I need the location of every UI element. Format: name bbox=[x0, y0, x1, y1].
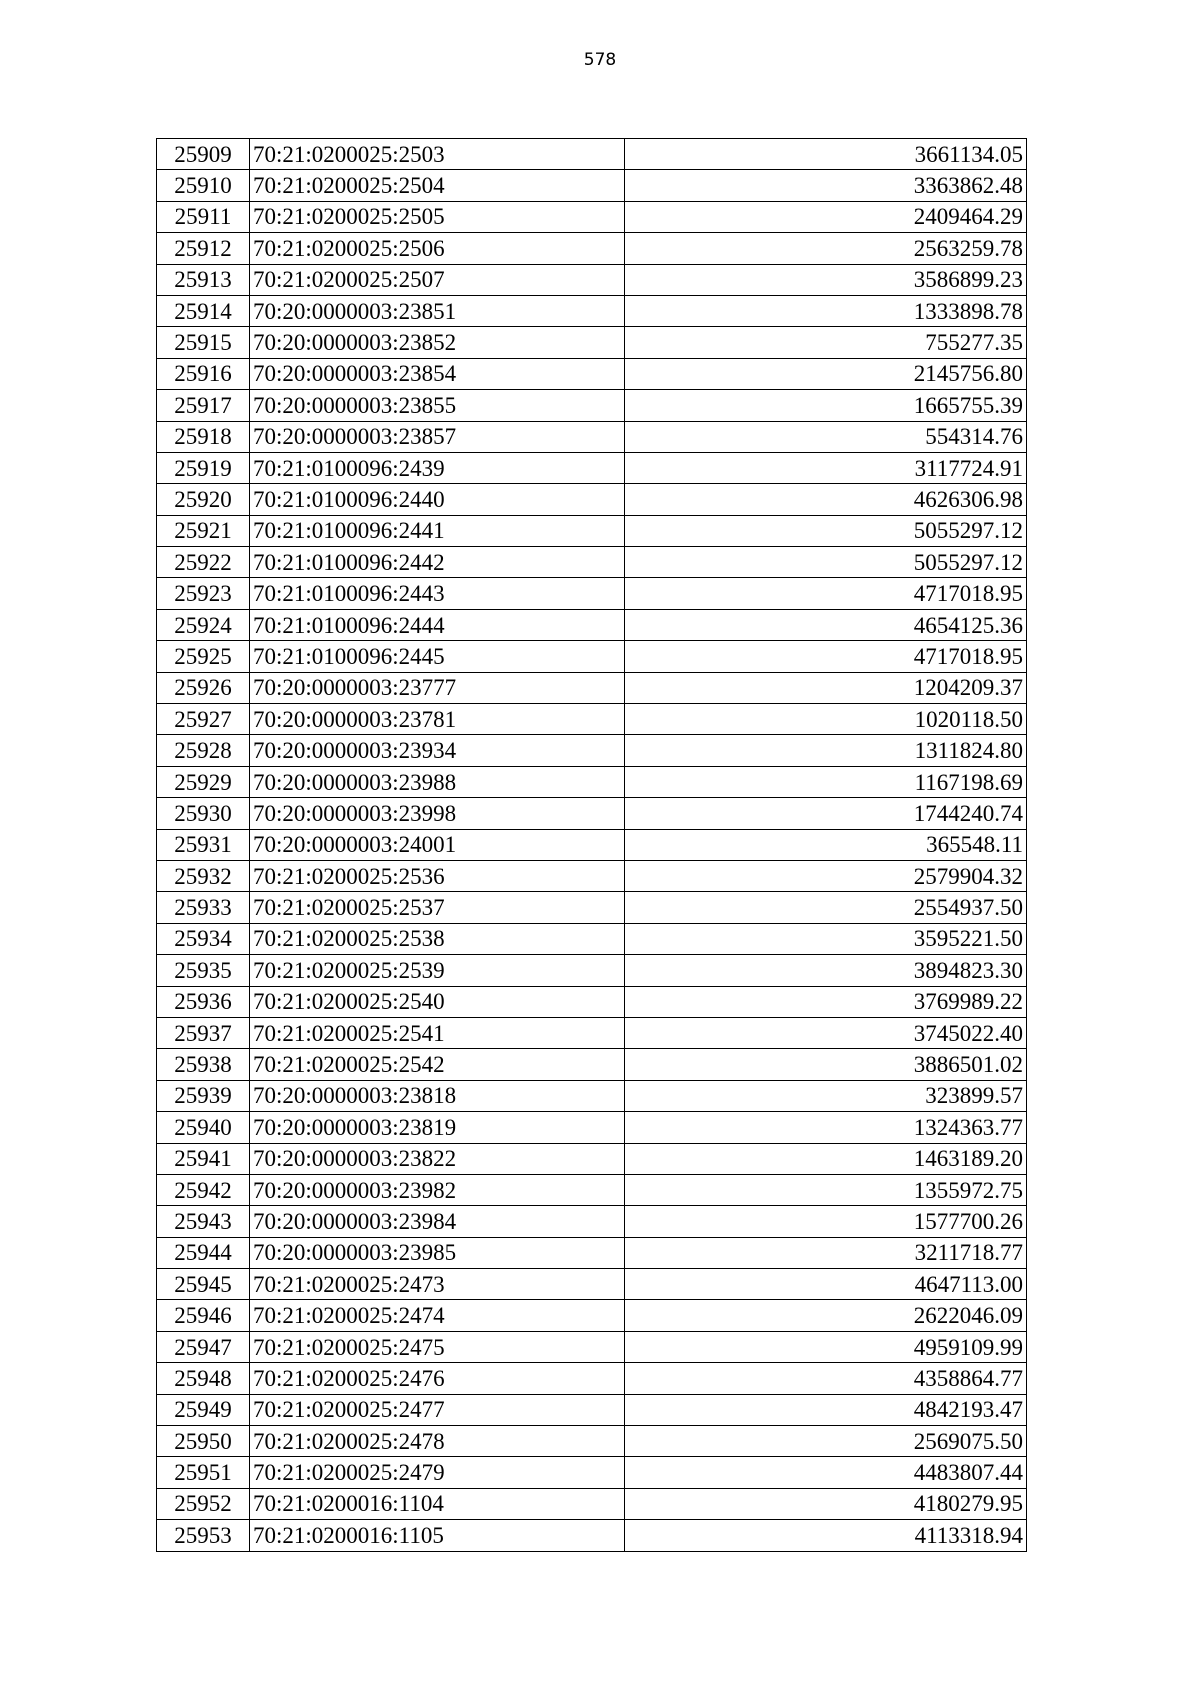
cadastral-number-cell: 70:21:0200025:2477 bbox=[250, 1394, 625, 1425]
row-number-cell: 25927 bbox=[157, 704, 250, 735]
cadastral-number-cell: 70:20:0000003:23854 bbox=[250, 358, 625, 389]
table-row bbox=[157, 578, 1027, 609]
row-number-cell: 25922 bbox=[157, 547, 250, 578]
cadastral-value-cell: 1333898.78 bbox=[625, 295, 1027, 326]
row-number-cell: 25949 bbox=[157, 1394, 250, 1425]
row-number-cell: 25946 bbox=[157, 1300, 250, 1331]
row-number-cell: 25914 bbox=[157, 295, 250, 326]
cadastral-number-cell: 70:21:0100096:2440 bbox=[250, 484, 625, 515]
cadastral-value-cell: 1311824.80 bbox=[625, 735, 1027, 766]
cadastral-value-cell: 3886501.02 bbox=[625, 1049, 1027, 1080]
cadastral-number-cell: 70:20:0000003:23857 bbox=[250, 421, 625, 452]
cadastral-value-cell: 3586899.23 bbox=[625, 264, 1027, 295]
cadastral-value-cell: 3769989.22 bbox=[625, 986, 1027, 1017]
table-row bbox=[157, 1237, 1027, 1268]
cadastral-value-cell: 4180279.95 bbox=[625, 1488, 1027, 1519]
cadastral-value-cell: 2554937.50 bbox=[625, 892, 1027, 923]
cadastral-value-cell: 4717018.95 bbox=[625, 578, 1027, 609]
cadastral-value-cell: 2409464.29 bbox=[625, 201, 1027, 232]
cadastral-number-cell: 70:21:0200025:2476 bbox=[250, 1363, 625, 1394]
cadastral-number-cell: 70:20:0000003:24001 bbox=[250, 829, 625, 860]
table-row bbox=[157, 1300, 1027, 1331]
cadastral-number-cell: 70:21:0100096:2441 bbox=[250, 515, 625, 546]
table-row bbox=[157, 515, 1027, 546]
row-number-cell: 25910 bbox=[157, 170, 250, 201]
row-number-cell: 25911 bbox=[157, 201, 250, 232]
table-row bbox=[157, 1457, 1027, 1488]
cadastral-value-cell: 5055297.12 bbox=[625, 515, 1027, 546]
table-row bbox=[157, 923, 1027, 954]
table-row bbox=[157, 233, 1027, 264]
cadastral-value-cell: 4842193.47 bbox=[625, 1394, 1027, 1425]
cadastral-value-cell: 3745022.40 bbox=[625, 1017, 1027, 1048]
cadastral-value-cell: 3894823.30 bbox=[625, 955, 1027, 986]
row-number-cell: 25950 bbox=[157, 1426, 250, 1457]
cadastral-number-cell: 70:21:0200025:2536 bbox=[250, 860, 625, 891]
cadastral-number-cell: 70:21:0200025:2479 bbox=[250, 1457, 625, 1488]
cadastral-number-cell: 70:20:0000003:23934 bbox=[250, 735, 625, 766]
cadastral-number-cell: 70:21:0200025:2507 bbox=[250, 264, 625, 295]
row-number-cell: 25947 bbox=[157, 1331, 250, 1362]
cadastral-value-cell: 5055297.12 bbox=[625, 547, 1027, 578]
cadastral-value-cell: 3661134.05 bbox=[625, 139, 1027, 170]
cadastral-value-cell: 3211718.77 bbox=[625, 1237, 1027, 1268]
cadastral-value-cell: 4647113.00 bbox=[625, 1269, 1027, 1300]
table-row bbox=[157, 955, 1027, 986]
cadastral-value-cell: 4358864.77 bbox=[625, 1363, 1027, 1394]
cadastral-number-cell: 70:21:0200025:2475 bbox=[250, 1331, 625, 1362]
row-number-cell: 25938 bbox=[157, 1049, 250, 1080]
table-row bbox=[157, 892, 1027, 923]
table-row bbox=[157, 421, 1027, 452]
table-row bbox=[157, 139, 1027, 170]
cadastral-value-cell: 1577700.26 bbox=[625, 1206, 1027, 1237]
cadastral-number-cell: 70:21:0200025:2537 bbox=[250, 892, 625, 923]
row-number-cell: 25923 bbox=[157, 578, 250, 609]
row-number-cell: 25953 bbox=[157, 1520, 250, 1551]
table-row bbox=[157, 829, 1027, 860]
row-number-cell: 25926 bbox=[157, 672, 250, 703]
row-number-cell: 25913 bbox=[157, 264, 250, 295]
table-row bbox=[157, 609, 1027, 640]
cadastral-value-cell: 3595221.50 bbox=[625, 923, 1027, 954]
cadastral-value-cell: 4717018.95 bbox=[625, 641, 1027, 672]
row-number-cell: 25933 bbox=[157, 892, 250, 923]
table-row bbox=[157, 1112, 1027, 1143]
table-row bbox=[157, 735, 1027, 766]
table-row bbox=[157, 484, 1027, 515]
row-number-cell: 25942 bbox=[157, 1174, 250, 1205]
cadastral-value-cell: 1204209.37 bbox=[625, 672, 1027, 703]
cadastral-value-cell: 1665755.39 bbox=[625, 390, 1027, 421]
cadastral-number-cell: 70:21:0100096:2445 bbox=[250, 641, 625, 672]
row-number-cell: 25945 bbox=[157, 1269, 250, 1300]
row-number-cell: 25944 bbox=[157, 1237, 250, 1268]
table-row bbox=[157, 860, 1027, 891]
cadastral-value-cell: 1020118.50 bbox=[625, 704, 1027, 735]
cadastral-number-cell: 70:21:0200025:2503 bbox=[250, 139, 625, 170]
table-row bbox=[157, 704, 1027, 735]
row-number-cell: 25920 bbox=[157, 484, 250, 515]
cadastral-number-cell: 70:20:0000003:23822 bbox=[250, 1143, 625, 1174]
table-row bbox=[157, 327, 1027, 358]
row-number-cell: 25935 bbox=[157, 955, 250, 986]
table-row bbox=[157, 264, 1027, 295]
row-number-cell: 25932 bbox=[157, 860, 250, 891]
cadastral-value-cell: 323899.57 bbox=[625, 1080, 1027, 1111]
cadastral-number-cell: 70:21:0200025:2539 bbox=[250, 955, 625, 986]
cadastral-number-cell: 70:20:0000003:23819 bbox=[250, 1112, 625, 1143]
cadastral-value-cell: 4654125.36 bbox=[625, 609, 1027, 640]
row-number-cell: 25921 bbox=[157, 515, 250, 546]
page-number: 578 bbox=[583, 50, 617, 70]
row-number-cell: 25943 bbox=[157, 1206, 250, 1237]
cadastral-value-cell: 1355972.75 bbox=[625, 1174, 1027, 1205]
cadastral-number-cell: 70:21:0200025:2506 bbox=[250, 233, 625, 264]
table-row bbox=[157, 1520, 1027, 1551]
table-row bbox=[157, 170, 1027, 201]
table-row bbox=[157, 1206, 1027, 1237]
row-number-cell: 25936 bbox=[157, 986, 250, 1017]
cadastral-value-cell: 4483807.44 bbox=[625, 1457, 1027, 1488]
cadastral-number-cell: 70:21:0200025:2540 bbox=[250, 986, 625, 1017]
table-row bbox=[157, 798, 1027, 829]
cadastral-number-cell: 70:20:0000003:23852 bbox=[250, 327, 625, 358]
table-row bbox=[157, 1080, 1027, 1111]
cadastral-number-cell: 70:21:0100096:2442 bbox=[250, 547, 625, 578]
row-number-cell: 25948 bbox=[157, 1363, 250, 1394]
row-number-cell: 25941 bbox=[157, 1143, 250, 1174]
table-row bbox=[157, 986, 1027, 1017]
row-number-cell: 25940 bbox=[157, 1112, 250, 1143]
cadastral-value-cell: 2145756.80 bbox=[625, 358, 1027, 389]
cadastral-value-cell: 365548.11 bbox=[625, 829, 1027, 860]
cadastral-value-cell: 1324363.77 bbox=[625, 1112, 1027, 1143]
row-number-cell: 25931 bbox=[157, 829, 250, 860]
table-row bbox=[157, 1394, 1027, 1425]
table-row bbox=[157, 358, 1027, 389]
row-number-cell: 25939 bbox=[157, 1080, 250, 1111]
row-number-cell: 25916 bbox=[157, 358, 250, 389]
cadastral-value-cell: 3117724.91 bbox=[625, 452, 1027, 483]
cadastral-number-cell: 70:21:0200025:2504 bbox=[250, 170, 625, 201]
cadastral-number-cell: 70:21:0200016:1105 bbox=[250, 1520, 625, 1551]
cadastral-number-cell: 70:21:0200025:2541 bbox=[250, 1017, 625, 1048]
cadastral-number-cell: 70:20:0000003:23998 bbox=[250, 798, 625, 829]
cadastral-number-cell: 70:21:0200025:2505 bbox=[250, 201, 625, 232]
row-number-cell: 25919 bbox=[157, 452, 250, 483]
row-number-cell: 25929 bbox=[157, 766, 250, 797]
cadastral-number-cell: 70:21:0100096:2443 bbox=[250, 578, 625, 609]
cadastral-value-cell: 1744240.74 bbox=[625, 798, 1027, 829]
table-row bbox=[157, 1488, 1027, 1519]
cadastral-number-cell: 70:21:0100096:2444 bbox=[250, 609, 625, 640]
cadastral-number-cell: 70:20:0000003:23855 bbox=[250, 390, 625, 421]
cadastral-number-cell: 70:21:0200025:2473 bbox=[250, 1269, 625, 1300]
table-row bbox=[157, 1143, 1027, 1174]
row-number-cell: 25928 bbox=[157, 735, 250, 766]
row-number-cell: 25934 bbox=[157, 923, 250, 954]
cadastral-value-cell: 3363862.48 bbox=[625, 170, 1027, 201]
table-row bbox=[157, 1269, 1027, 1300]
table-row bbox=[157, 295, 1027, 326]
cadastral-number-cell: 70:21:0200025:2478 bbox=[250, 1426, 625, 1457]
row-number-cell: 25952 bbox=[157, 1488, 250, 1519]
cadastral-number-cell: 70:20:0000003:23851 bbox=[250, 295, 625, 326]
row-number-cell: 25915 bbox=[157, 327, 250, 358]
cadastral-value-cell: 4626306.98 bbox=[625, 484, 1027, 515]
table-row bbox=[157, 672, 1027, 703]
table-row bbox=[157, 1049, 1027, 1080]
cadastral-number-cell: 70:20:0000003:23818 bbox=[250, 1080, 625, 1111]
row-number-cell: 25951 bbox=[157, 1457, 250, 1488]
cadastral-value-cell: 4959109.99 bbox=[625, 1331, 1027, 1362]
row-number-cell: 25912 bbox=[157, 233, 250, 264]
cadastral-number-cell: 70:20:0000003:23982 bbox=[250, 1174, 625, 1205]
cadastral-number-cell: 70:20:0000003:23984 bbox=[250, 1206, 625, 1237]
row-number-cell: 25930 bbox=[157, 798, 250, 829]
cadastral-number-cell: 70:21:0200025:2474 bbox=[250, 1300, 625, 1331]
cadastral-number-cell: 70:21:0100096:2439 bbox=[250, 452, 625, 483]
cadastral-value-cell: 4113318.94 bbox=[625, 1520, 1027, 1551]
cadastral-number-cell: 70:20:0000003:23777 bbox=[250, 672, 625, 703]
cadastral-number-cell: 70:21:0200016:1104 bbox=[250, 1488, 625, 1519]
row-number-cell: 25917 bbox=[157, 390, 250, 421]
cadastral-number-cell: 70:20:0000003:23781 bbox=[250, 704, 625, 735]
cadastral-value-cell: 1167198.69 bbox=[625, 766, 1027, 797]
table-row bbox=[157, 1331, 1027, 1362]
table-row bbox=[157, 1174, 1027, 1205]
cadastral-value-cell: 2569075.50 bbox=[625, 1426, 1027, 1457]
row-number-cell: 25925 bbox=[157, 641, 250, 672]
row-number-cell: 25924 bbox=[157, 609, 250, 640]
table-row bbox=[157, 641, 1027, 672]
cadastral-number-cell: 70:20:0000003:23985 bbox=[250, 1237, 625, 1268]
cadastral-value-table bbox=[156, 138, 1027, 1552]
cadastral-value-cell: 2622046.09 bbox=[625, 1300, 1027, 1331]
cadastral-value-cell: 554314.76 bbox=[625, 421, 1027, 452]
row-number-cell: 25918 bbox=[157, 421, 250, 452]
table-body bbox=[157, 139, 1027, 1552]
table-row bbox=[157, 452, 1027, 483]
table-row bbox=[157, 766, 1027, 797]
row-number-cell: 25937 bbox=[157, 1017, 250, 1048]
cadastral-value-cell: 755277.35 bbox=[625, 327, 1027, 358]
cadastral-value-cell: 1463189.20 bbox=[625, 1143, 1027, 1174]
table-row bbox=[157, 1426, 1027, 1457]
table-row bbox=[157, 547, 1027, 578]
cadastral-number-cell: 70:21:0200025:2538 bbox=[250, 923, 625, 954]
row-number-cell: 25909 bbox=[157, 139, 250, 170]
table-row bbox=[157, 1017, 1027, 1048]
table-row bbox=[157, 1363, 1027, 1394]
cadastral-number-cell: 70:21:0200025:2542 bbox=[250, 1049, 625, 1080]
cadastral-value-cell: 2579904.32 bbox=[625, 860, 1027, 891]
cadastral-value-cell: 2563259.78 bbox=[625, 233, 1027, 264]
cadastral-number-cell: 70:20:0000003:23988 bbox=[250, 766, 625, 797]
table-row bbox=[157, 201, 1027, 232]
table-row bbox=[157, 390, 1027, 421]
